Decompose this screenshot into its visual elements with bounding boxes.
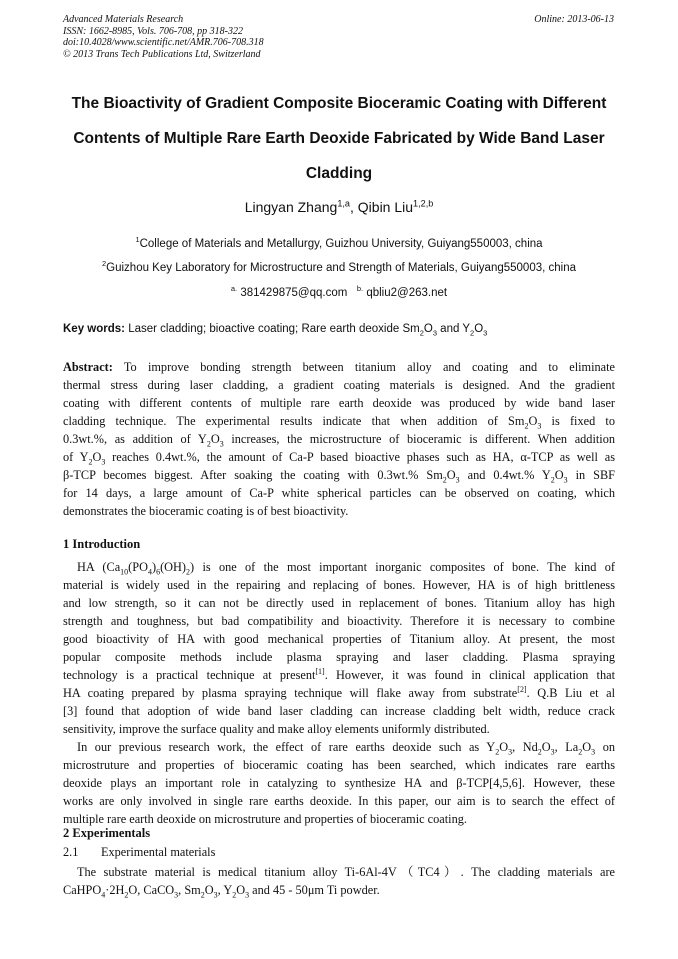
title-line: The Bioactivity of Gradient Composite Bioceramic Coating with Different (71, 95, 607, 112)
author-separator: , (350, 199, 358, 215)
intro-line: works are only involved in single rare earths deoxide. In this paper, our aim is to search the effect of (63, 794, 615, 808)
intro-text: . Q.B Liu et al (526, 686, 615, 700)
subscript: 2 (206, 439, 211, 449)
section-heading-introduction: 1 Introduction (63, 537, 141, 551)
author-affil-marker: 1,a (337, 198, 350, 209)
citation-ref[interactable]: [2] (517, 684, 527, 694)
subscript: 3 (219, 439, 224, 449)
affil-marker: 2 (102, 259, 107, 269)
abstract-text: To improve bonding strength between titanium alloy and coating and to eliminate (112, 360, 615, 374)
intro-line (63, 684, 615, 702)
affil-text: College of Materials and Metallurgy, Guizhou University, Guiyang550003, china (139, 238, 543, 250)
subscript: 2 (578, 747, 583, 757)
subscript: 2 (232, 890, 237, 900)
abstract-text: O (92, 450, 102, 464)
keywords (63, 323, 615, 338)
keywords-text: O (423, 323, 433, 335)
intro-text: O (582, 740, 592, 754)
email-marker: a. (230, 284, 238, 294)
subscript: 2 (186, 567, 191, 577)
author-emails (0, 284, 678, 299)
intro-text: . However, it was found in clinical application that (324, 668, 615, 682)
subsection-number: 2.1 (63, 845, 79, 859)
subscript: 4 (147, 567, 152, 577)
intro-text: O (499, 740, 509, 754)
subscript: 3 (483, 328, 488, 338)
journal-issn: ISSN: 1662-8985, Vols. 706-708, pp 318-322 (63, 25, 243, 37)
abstract-text: in SBF (567, 468, 616, 482)
subscript: 3 (455, 475, 460, 485)
abstract-text: O (446, 468, 456, 482)
subscript: 2 (524, 421, 529, 431)
abstract-line (63, 430, 615, 448)
intro-line (63, 666, 615, 684)
subscript: 3 (550, 747, 555, 757)
section-heading-experimentals: 2 Experimentals (63, 826, 151, 840)
abstract-line: coating with different contents of multiple rare earth deoxide was produced by wide band laser (63, 396, 615, 410)
paper-title (50, 86, 628, 191)
title-line: Cladding (305, 165, 373, 182)
exp-line: The substrate material is medical titanium alloy Ti-6Al-4V（TC4）. The cladding materials are (77, 865, 615, 879)
subscript: 2 (442, 475, 447, 485)
exp-text: , Sm (178, 883, 201, 897)
intro-text: technology is a practical technique at present (63, 668, 316, 682)
intro-text: on (595, 740, 615, 754)
intro-line: multiple rare earth deoxide on microstruture and properties of bioceramic coating. (63, 812, 467, 826)
subscript: 3 (563, 475, 568, 485)
subscript: 4 (101, 890, 106, 900)
journal-header (63, 14, 264, 60)
abstract-line: demonstrates the bioceramic coating is of best bioactivity. (63, 504, 349, 518)
exp-text: and 45 - 50μm Ti powder. (249, 883, 380, 897)
abstract-text: cladding technique. The experimental results indicate that when addition of Sm (63, 414, 525, 428)
abstract-text: β-TCP becomes biggest. After soaking the coating with 0.3wt.% Sm (63, 468, 443, 482)
exp-text: O (236, 883, 246, 897)
subscript: 2 (470, 328, 475, 338)
abstract-line (63, 412, 615, 430)
citation-ref[interactable]: [1] (315, 666, 325, 676)
subscript: 2 (88, 457, 93, 467)
keywords-label: Key words: (63, 323, 125, 335)
experimental-body (63, 863, 615, 899)
intro-line: deoxide plays an important role in catalyzing to synthesize HA and β-TCP[4,5,6]. However, these (63, 776, 615, 790)
exp-text: , Y (217, 883, 233, 897)
abstract-line (63, 448, 615, 466)
subscript: 3 (213, 890, 218, 900)
intro-line (63, 738, 615, 756)
exp-text: O (204, 883, 214, 897)
subscript: 3 (591, 747, 596, 757)
author-name: Qibin Liu (357, 199, 414, 215)
title-line: Contents of Multiple Rare Earth Deoxide Fabricated by Wide Band Laser (73, 130, 605, 147)
exp-line (63, 881, 615, 899)
intro-text: In our previous research work, the effect of rare earths deoxide such as Y (77, 740, 496, 754)
subscript: 10 (120, 567, 129, 577)
abstract-text: O (528, 414, 538, 428)
abstract-text: of Y (63, 450, 89, 464)
keywords-text: and Y (436, 323, 471, 335)
abstract-text: is fixed to (541, 414, 615, 428)
abstract-text: and 0.4wt.% Y (459, 468, 551, 482)
affiliation-2 (0, 259, 678, 274)
subscript: 3 (101, 457, 106, 467)
subscript: 3 (245, 890, 250, 900)
subscript: 2 (419, 328, 424, 338)
intro-text: ) (151, 560, 157, 574)
intro-line (63, 558, 615, 576)
intro-text: HA coating prepared by plasma spraying technique will flake away from substrate (63, 686, 518, 700)
abstract-text: O (554, 468, 564, 482)
intro-line: strength and toughness, but bad compatibility and bioactivity. Therefore it is necessary to combine (63, 614, 615, 628)
abstract-text: 0.3wt.%, as addition of Y (63, 432, 207, 446)
subscript: 3 (537, 421, 542, 431)
intro-line: popular composite methods include plasma spraying and laser cladding. Plasma spraying (63, 650, 615, 664)
subsection-title: Experimental materials (101, 845, 216, 859)
email-link[interactable]: 381429875@qq.com (240, 287, 348, 299)
intro-text: , La (554, 740, 579, 754)
journal-name: Advanced Materials Research (63, 14, 184, 25)
journal-copyright: © 2013 Trans Tech Publications Ltd, Switzerland (63, 48, 261, 60)
intro-line: microstruture and properties of bioceramic coating has been searched, which indicates rare earths (63, 758, 615, 772)
affiliation-1 (0, 235, 678, 250)
abstract-text: reaches 0.4wt.%, the amount of Ca-P based bioactive phases such as HA, α-TCP as well as (105, 450, 615, 464)
intro-text: ) is one of the most important inorganic composites of bone. The kind of (190, 560, 615, 574)
affil-marker: 1 (135, 235, 140, 245)
author-affil-marker: 1,2,b (413, 198, 434, 209)
author-list (0, 199, 678, 215)
intro-line: sensitivity, improve the surface quality and make alloy elements uniformly distributed. (63, 722, 490, 736)
subscript: 2 (495, 747, 500, 757)
email-marker: b. (356, 284, 364, 294)
abstract-line (63, 358, 615, 376)
subscript: 6 (156, 567, 161, 577)
abstract (63, 358, 615, 520)
exp-text: O, CaCO (128, 883, 175, 897)
abstract-text: increases, the microstructure of bioceramic is different. When addition (223, 432, 615, 446)
abstract-line: thermal stress during laser cladding, a gradient coating materials is designed. And the gradient (63, 378, 615, 392)
intro-text: (OH) (160, 560, 187, 574)
abstract-label: Abstract: (63, 360, 113, 374)
author-name: Lingyan Zhang (244, 199, 338, 215)
subscript: 3 (174, 890, 179, 900)
introduction-body (63, 558, 615, 828)
subscript: 2 (537, 747, 542, 757)
subscript: 2 (124, 890, 129, 900)
exp-text: ·2H (105, 883, 125, 897)
keywords-text: Laser cladding; bioactive coating; Rare earth deoxide Sm (128, 323, 420, 335)
subscript: 2 (550, 475, 555, 485)
intro-text: HA (Ca (77, 560, 121, 574)
subscript: 2 (200, 890, 205, 900)
exp-text: CaHPO (63, 883, 102, 897)
subsection-heading (63, 845, 215, 860)
intro-line: [3] found that adoption of wide band laser cladding can increase cladding belt width, reduce crack (63, 704, 615, 718)
subscript: 3 (508, 747, 513, 757)
online-date: Online: 2013-06-13 (534, 14, 614, 25)
keywords-text: O (474, 323, 484, 335)
intro-text: (PO (128, 560, 148, 574)
email-link[interactable]: qbliu2@263.net (366, 287, 448, 299)
journal-doi[interactable]: doi:10.4028/www.scientific.net/AMR.706-708.318 (63, 37, 264, 48)
intro-line: material is widely used in the repairing and replacing of bones. However, HA is of high brittleness (63, 578, 615, 592)
intro-text: O (541, 740, 551, 754)
intro-text: , Nd (512, 740, 538, 754)
subscript: 3 (432, 328, 437, 338)
abstract-line (63, 466, 615, 484)
intro-line: and low strength, so it can not be directly used in replacement of bones. Titanium alloy has high (63, 596, 615, 610)
affil-text: Guizhou Key Laboratory for Microstructure and Strength of Materials, Guiyang550003, china (106, 262, 576, 274)
intro-line: good bioactivity of HA with good mechanical properties of Titanium alloy. At present, the most (63, 632, 615, 646)
abstract-text: O (210, 432, 220, 446)
abstract-line: for 14 days, a large amount of Ca-P white spherical particles can be observed on coating, which (63, 486, 615, 500)
